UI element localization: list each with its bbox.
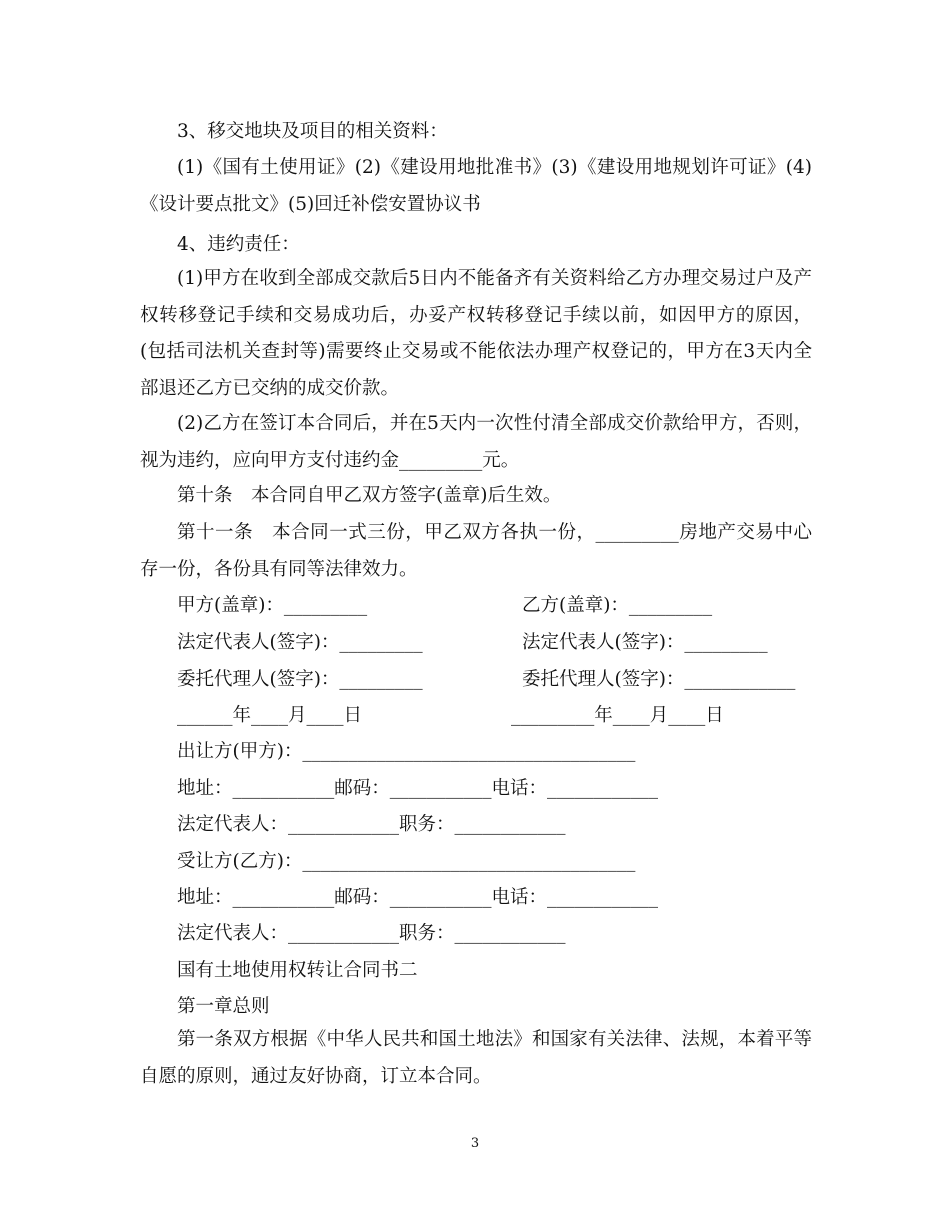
transferor-representative-line: 法定代表人：____________职务：____________ [177, 814, 566, 835]
page-number: 3 [470, 1136, 480, 1151]
breach-clause-2: (2)乙方在签订本合同后，并在5天内一次性付清全部成交价款给甲方，否则，视为违约，应向甲方支付违约金_________元。 [140, 413, 812, 471]
party-b-agent: 委托代理人(签字)：____________ [522, 669, 796, 690]
party-b-representative: 法定代表人(签字)：_________ [522, 632, 768, 653]
transferee-address-line: 地址：___________邮码：___________电话：____________ [177, 887, 659, 908]
article-ten: 第十条 本合同自甲乙双方签字(盖章)后生效。 [177, 485, 562, 506]
transferor-address-line: 地址：___________邮码：___________电话：____________ [177, 778, 659, 799]
breach-clause-1: (1)甲方在收到全部成交款后5日内不能备齐有关资料给乙方办理交易过户及产权转移登记手续和交易成功后，办妥产权转移登记手续以前，如因甲方的原因，(包括司法机关查封等)需要终止交易或不能依法办理产权登记的，甲方在3天内全部退还乙方已交纳的成交价款。 [140, 268, 812, 399]
contract-two-title: 国有土地使用权转让合同书二 [177, 960, 418, 981]
party-a-seal: 甲方(盖章)：_________ [177, 595, 368, 616]
party-b-date: _________年____月____日 [511, 705, 724, 726]
section-3-heading: 3、移交地块及项目的相关资料： [177, 121, 448, 142]
section-4-heading: 4、违约责任： [177, 234, 300, 255]
section-3-items: (1)《国有土使用证》(2)《建设用地批准书》(3)《建设用地规划许可证》(4)《设计要点批文》(5)回迁补偿安置协议书 [140, 157, 812, 215]
transferor-line: 出让方(甲方)：____________________________________ [177, 741, 636, 762]
party-a-date: ______年____月____日 [177, 705, 363, 726]
contract-two-article-one: 第一条双方根据《中华人民共和国土地法》和国家有关法律、法规，本着平等自愿的原则，通过友好协商，订立本合同。 [140, 1029, 812, 1087]
party-b-seal: 乙方(盖章)：_________ [522, 595, 713, 616]
party-a-representative: 法定代表人(签字)：_________ [177, 632, 423, 653]
article-eleven: 第十一条 本合同一式三份，甲乙双方各执一份，_________房地产交易中心存一份，各份具有同等法律效力。 [140, 522, 812, 580]
chapter-one-heading: 第一章总则 [177, 996, 270, 1017]
transferee-representative-line: 法定代表人：____________职务：____________ [177, 923, 566, 944]
transferee-line: 受让方(乙方)：____________________________________ [177, 851, 636, 872]
party-a-agent: 委托代理人(签字)：_________ [177, 669, 423, 690]
